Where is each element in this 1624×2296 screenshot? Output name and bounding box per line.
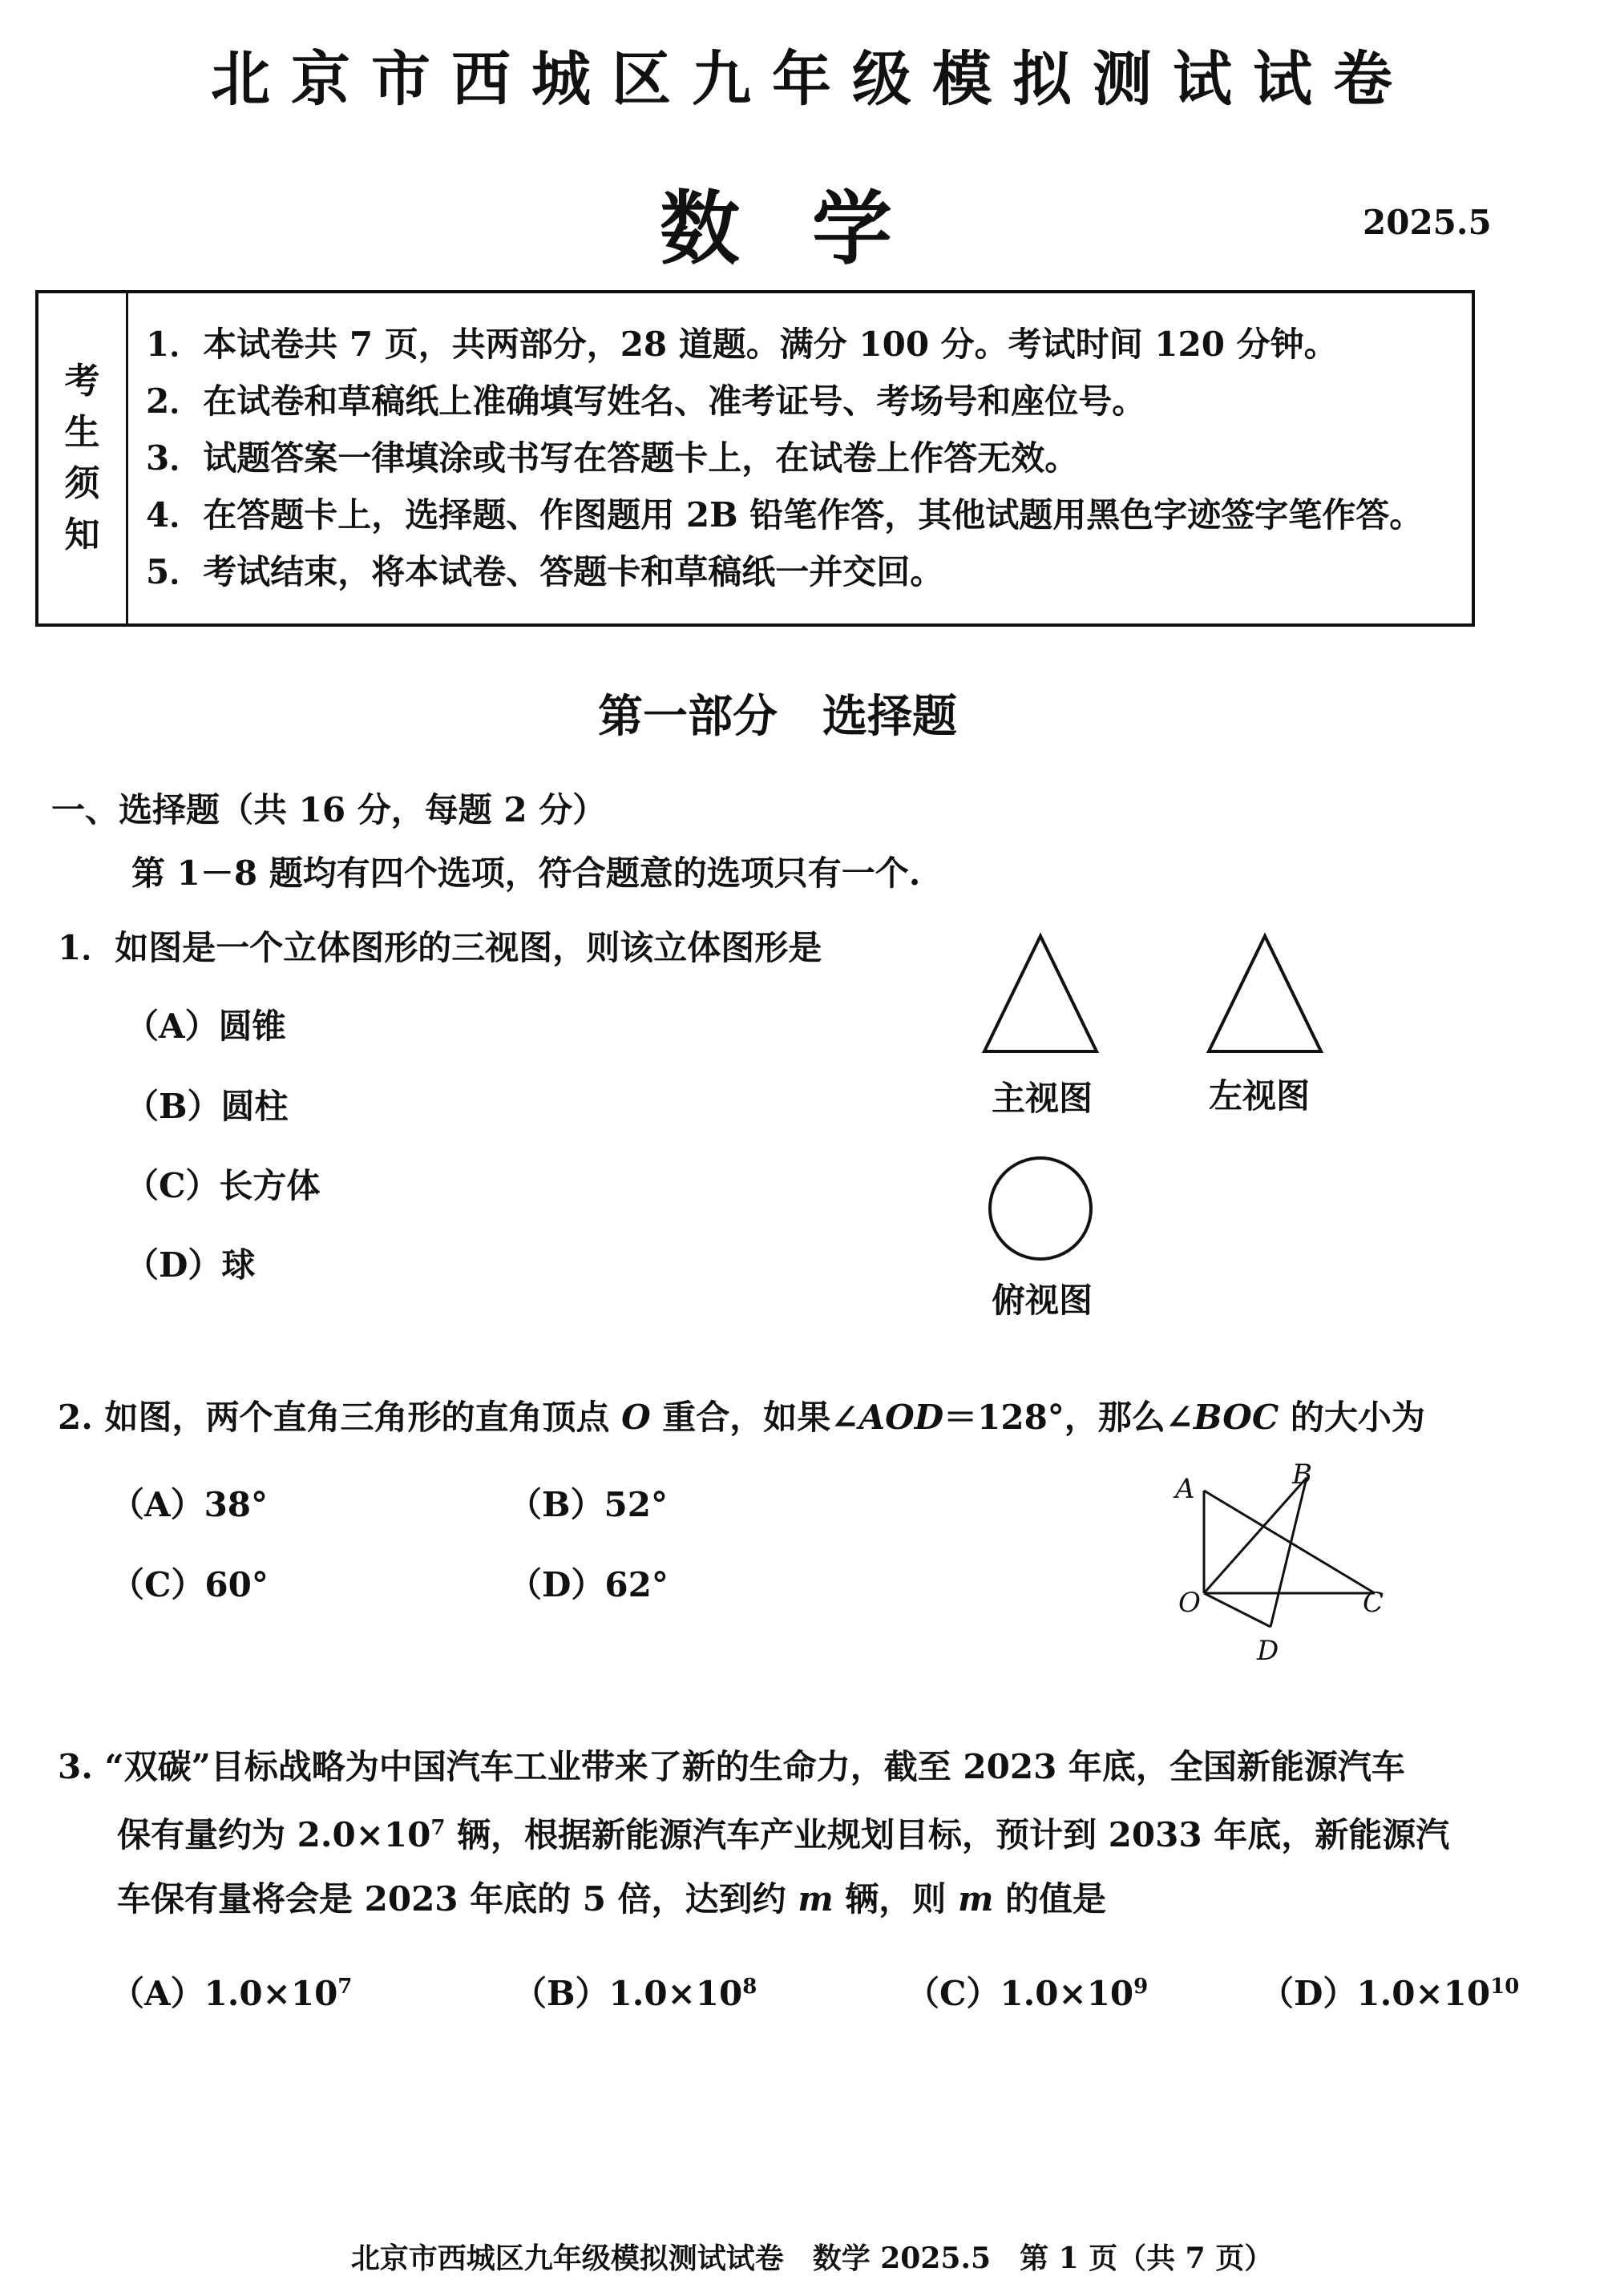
q3-variable-m: m [798, 1879, 834, 1919]
q1-option-a: （A）圆锥 [125, 1007, 286, 1046]
q2-option-b: （B）52° [508, 1485, 668, 1524]
q3-line-1: 3. “双碳”目标战略为中国汽车工业带来了新的生命力，截至 2023 年底，全国新能源汽车 [58, 1747, 1405, 1786]
segment-od [1204, 1593, 1271, 1627]
q2-stem [58, 1391, 1425, 1439]
q3-option-d [1260, 1967, 1519, 2016]
front-view-label: 主视图 [992, 1079, 1093, 1118]
part-one-title: 第一部分 选择题 [598, 690, 957, 743]
section-title: 一、选择题（共 16 分，每题 2 分） [51, 790, 607, 829]
q3-line-3-part: 辆，则 [833, 1879, 958, 1919]
q3-option-b [513, 1967, 757, 2016]
q3-option-text: （A）1.0×10 [111, 1974, 338, 2013]
notice-label-char: 须 [64, 463, 100, 504]
left-view-label: 左视图 [1209, 1076, 1311, 1116]
q3-line-3 [117, 1873, 1106, 1921]
q1-stem: 1．如图是一个立体图形的三视图，则该立体图形是 [58, 928, 822, 967]
q2-stem-part: 2. 如图，两个直角三角形的直角顶点 [58, 1398, 622, 1437]
q3-option-a [111, 1967, 352, 2016]
notice-item: 4．在答题卡上，选择题、作图题用 2B 铅笔作答，其他试题用黑色字迹签字笔作答。 [146, 495, 1424, 535]
notice-item: 2．在试卷和草稿纸上准确填写姓名、准考证号、考场号和座位号。 [146, 381, 1146, 421]
q1-option-b: （B）圆柱 [125, 1087, 289, 1126]
notice-label-char: 知 [64, 514, 100, 555]
q3-line-2 [117, 1809, 1449, 1857]
q3-option-text: （B）1.0×10 [513, 1974, 743, 2013]
q3-option-c [906, 1967, 1148, 2016]
q3-option-text: （D）1.0×10 [1260, 1974, 1491, 2013]
q3-line-2-part: 保有量约为 2.0×10 [117, 1815, 431, 1854]
notice-item: 5．考试结束，将本试卷、答题卡和草稿纸一并交回。 [146, 552, 944, 591]
point-c-label: C [1363, 1587, 1384, 1619]
candidate-notice-box [35, 290, 1475, 627]
q2-triangles-figure [1170, 1459, 1411, 1667]
q2-stem-part: ＝128°，那么∠ [943, 1398, 1194, 1437]
segment-bd [1271, 1478, 1307, 1627]
notice-item: 3．试题答案一律填涂或书写在答题卡上，在试卷上作答无效。 [146, 438, 1079, 478]
q1-option-c: （C）长方体 [125, 1166, 321, 1205]
q2-stem-part: 重合，如果∠ [650, 1398, 859, 1437]
q2-stem-point-o: O [621, 1398, 651, 1437]
page-footer: 北京市西城区九年级模拟测试试卷 数学 2025.5 第 1 页（共 7 页） [350, 2242, 1274, 2275]
q1-option-d: （D）球 [125, 1245, 256, 1285]
q3-variable-m: m [957, 1879, 994, 1919]
subject-title: 数学 [660, 181, 964, 276]
notice-label [38, 293, 128, 623]
point-o-label: O [1178, 1587, 1201, 1619]
q2-option-a: （A）38° [111, 1485, 269, 1524]
point-b-label: B [1292, 1459, 1312, 1491]
top-view-label: 俯视图 [992, 1281, 1093, 1320]
exam-date: 2025.5 [1363, 203, 1492, 242]
notice-item: 1．本试卷共 7 页，共两部分，28 道题。满分 100 分。考试时间 120 分钟。 [146, 325, 1338, 364]
q3-exponent: 7 [430, 1816, 446, 1840]
segment-ac [1204, 1491, 1375, 1593]
point-d-label: D [1257, 1635, 1279, 1667]
q3-line-3-part: 车保有量将会是 2023 年底的 5 倍，达到约 [117, 1879, 798, 1919]
q3-line-2-part: 辆，根据新能源汽车产业规划目标，预计到 2033 年底，新能源汽 [445, 1815, 1450, 1854]
q2-stem-part: 的大小为 [1279, 1398, 1425, 1437]
notice-label-char: 生 [64, 412, 100, 453]
point-a-label: A [1175, 1473, 1195, 1505]
front-view-triangle [984, 936, 1097, 1051]
notice-label-char: 考 [64, 361, 100, 401]
q2-stem-angle-boc: BOC [1194, 1398, 1279, 1437]
q3-line-3-part: 的值是 [993, 1879, 1107, 1919]
segment-ob [1204, 1478, 1307, 1593]
q3-option-exponent: 10 [1490, 1975, 1520, 1999]
top-view-circle [990, 1158, 1091, 1259]
q2-option-d: （D）62° [508, 1565, 669, 1604]
left-view-triangle [1209, 936, 1321, 1051]
q3-option-exponent: 9 [1133, 1975, 1149, 1999]
q3-option-exponent: 7 [337, 1975, 353, 1999]
exam-title: 北京市西城区九年级模拟测试试卷 [211, 45, 1413, 114]
q1-three-views-figure [962, 922, 1347, 1322]
section-note: 第 1－8 题均有四个选项，符合题意的选项只有一个. [131, 853, 921, 893]
q3-option-exponent: 8 [742, 1975, 757, 1999]
q2-stem-angle-aod: AOD [858, 1398, 944, 1437]
q3-option-text: （C）1.0×10 [906, 1974, 1134, 2013]
q2-option-c: （C）60° [111, 1565, 269, 1604]
notice-list [146, 316, 1423, 600]
